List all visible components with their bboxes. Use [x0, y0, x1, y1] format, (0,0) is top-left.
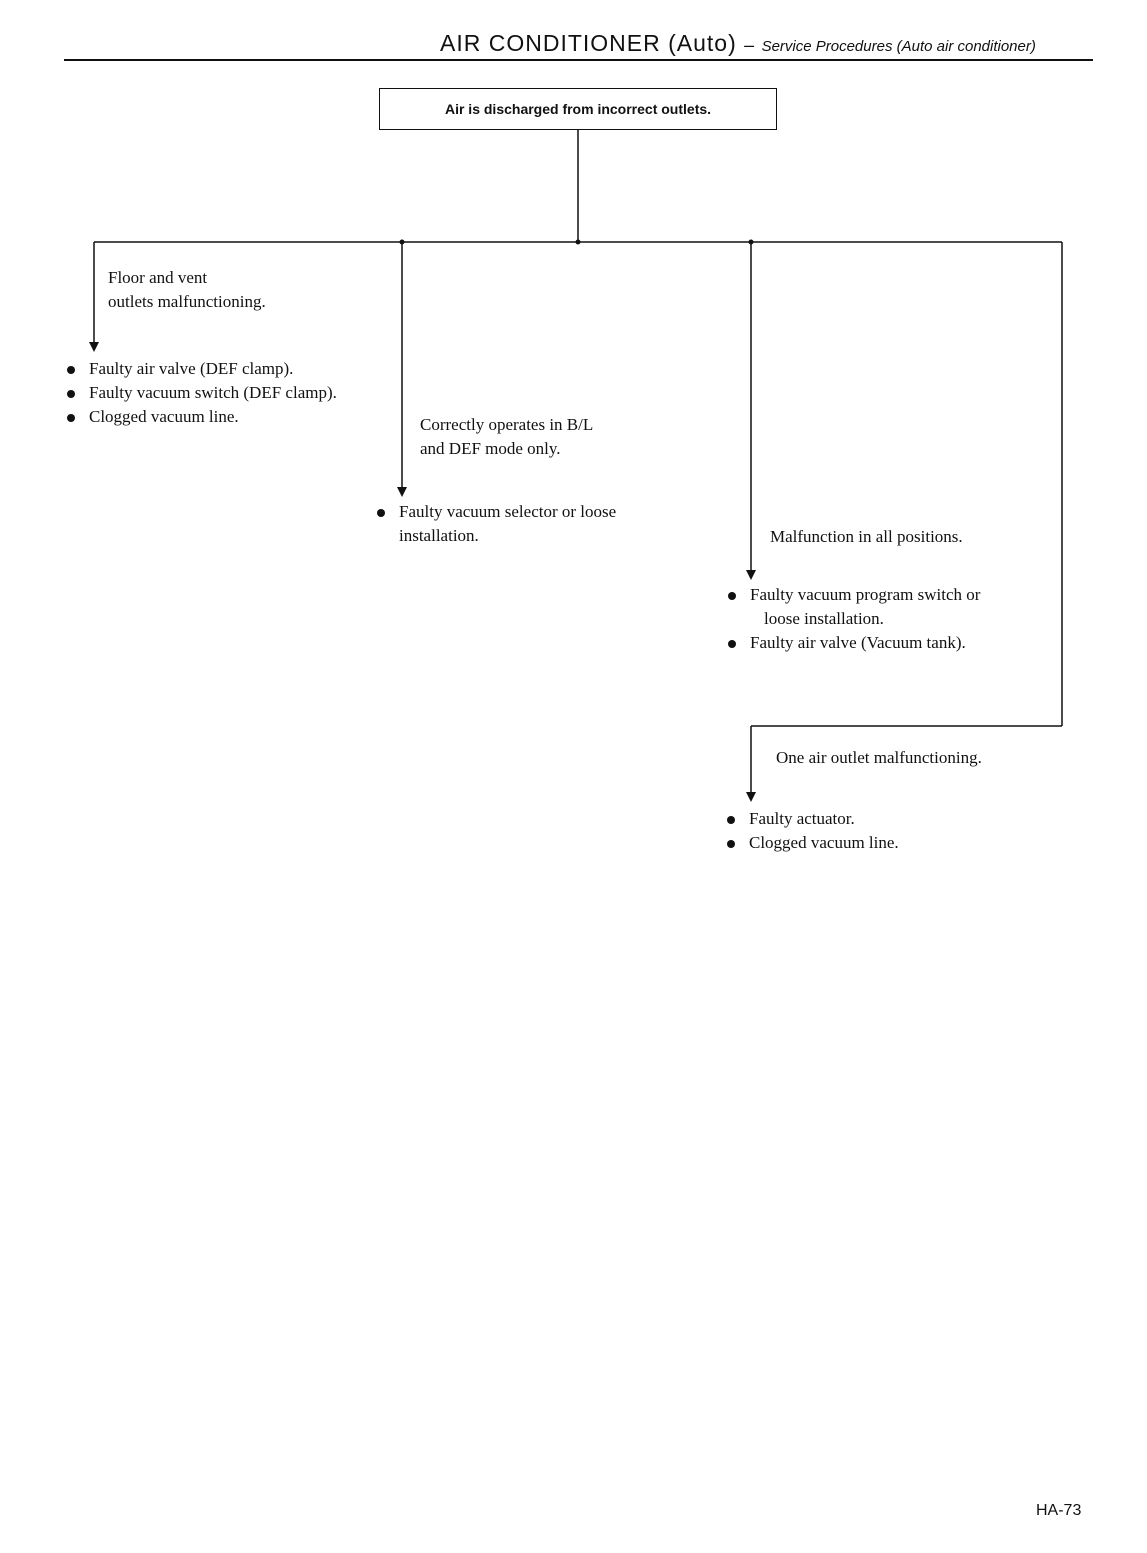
condition-line: Correctly operates in B/L: [420, 415, 594, 434]
floor-vent-condition: [108, 266, 266, 314]
all-positions-condition: [770, 525, 963, 549]
arrow-one-outlet: [746, 792, 756, 802]
one-outlet-condition: [776, 746, 982, 770]
cause-item: Faulty actuator.: [749, 807, 899, 831]
cause-item: Faulty vacuum program switch or: [750, 583, 980, 607]
header-dash: –: [744, 35, 755, 55]
cause-item-continuation: installation.: [399, 526, 479, 545]
floor-vent-causes: [89, 357, 337, 429]
cause-item: Faulty air valve (Vacuum tank).: [750, 631, 980, 655]
bullet-icon: [67, 414, 75, 422]
cause-item: Faulty air valve (DEF clamp).: [89, 357, 337, 381]
bullet-icon: [728, 592, 736, 600]
condition-line: and DEF mode only.: [420, 439, 561, 458]
cause-item: Faulty vacuum selector or loose: [399, 500, 616, 524]
bullet-icon: [377, 509, 385, 517]
root-condition-label: Air is discharged from incorrect outlets.: [444, 101, 712, 117]
bullet-icon: [727, 816, 735, 824]
cause-item: Clogged vacuum line.: [749, 831, 899, 855]
arrow-floor-vent: [89, 342, 99, 352]
header-subtitle: Service Procedures (Auto air conditioner): [761, 38, 1036, 55]
condition-line: Floor and vent: [108, 268, 208, 287]
cause-item: Faulty vacuum switch (DEF clamp).: [89, 381, 337, 405]
arrow-bl-def: [397, 487, 407, 497]
condition-line: Malfunction in all positions.: [770, 527, 963, 546]
page-number: HA-73: [1036, 1502, 1082, 1519]
bullet-icon: [727, 840, 735, 848]
all-positions-causes: [750, 583, 980, 655]
arrow-all-positions: [746, 570, 756, 580]
header-title: AIR CONDITIONER (Auto): [440, 30, 737, 56]
bl-def-condition: [420, 413, 593, 461]
cause-item: Clogged vacuum line.: [89, 405, 337, 429]
bullet-icon: [67, 366, 75, 374]
bullet-icon: [67, 390, 75, 398]
bl-def-causes: [399, 500, 616, 548]
one-outlet-causes: [749, 807, 899, 855]
bullet-icon: [728, 640, 736, 648]
condition-line: outlets malfunctioning.: [108, 292, 266, 311]
cause-item-continuation: loose installation.: [764, 609, 884, 628]
condition-line: One air outlet malfunctioning.: [776, 748, 982, 767]
root-condition-box: [379, 88, 777, 130]
